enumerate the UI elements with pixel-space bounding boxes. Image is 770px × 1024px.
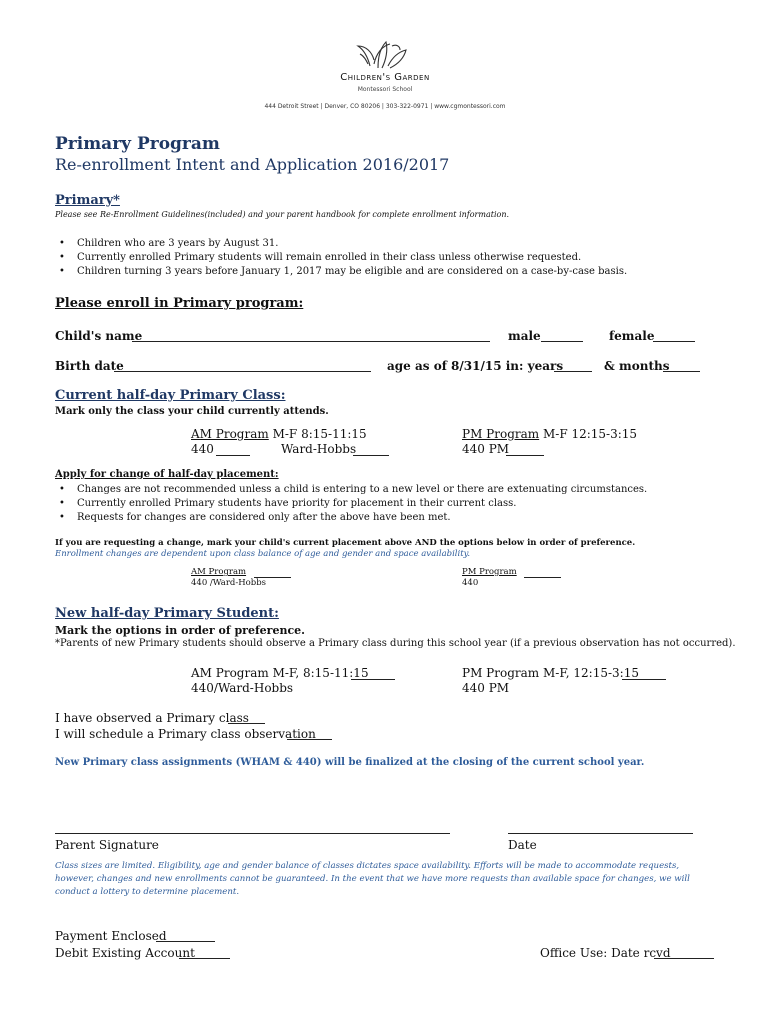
am-program-label: AM Program	[191, 427, 269, 441]
tree-logo-icon	[330, 36, 440, 76]
change-pm-label: PM Program	[462, 567, 517, 577]
months-label: & months	[604, 359, 670, 373]
list-item: • Currently enrolled Primary students have priority for placement in their current class.	[55, 497, 745, 511]
pm-program-label: PM Program	[462, 427, 540, 441]
change-request-note: If you are requesting a change, mark your child's current placement above AND the options below in order of preference.	[55, 538, 636, 548]
male-field[interactable]	[541, 341, 583, 342]
new-pm-field[interactable]	[622, 679, 666, 680]
finalized-note: New Primary class assignments (WHAM & 440) will be finalized at the closing of the current school year.	[55, 757, 645, 768]
pm-time: M-F 12:15-3:15	[539, 427, 638, 441]
debit-label: Debit Existing Account	[55, 946, 195, 960]
female-label: female	[609, 329, 655, 343]
debit-field[interactable]	[179, 958, 230, 959]
current-am-ward-field[interactable]	[353, 455, 389, 456]
months-field[interactable]	[663, 371, 700, 372]
primary-note: Please see Re-Enrollment Guidelines(included) and your parent handbook for complete enrollment information.	[55, 210, 510, 219]
parent-signature-line[interactable]	[55, 833, 450, 834]
enroll-heading: Please enroll in Primary program:	[55, 296, 304, 311]
childs-name-field[interactable]	[132, 341, 490, 342]
new-pm-option: PM Program M-F, 12:15-3:15	[462, 666, 639, 680]
change-pm-option	[462, 567, 517, 577]
new-student-note: *Parents of new Primary students should observe a Primary class during this school year (if a previous observation has not occurred).	[55, 638, 736, 649]
current-am-option	[191, 427, 367, 441]
childs-name-label: Child's name	[55, 329, 143, 343]
current-pm-option	[462, 427, 637, 441]
am-time: M-F 8:15-11:15	[268, 427, 367, 441]
schedule-field[interactable]	[287, 739, 332, 740]
school-name: Children's Garden	[340, 72, 430, 83]
list-item: • Currently enrolled Primary students will remain enrolled in their class unless otherwise requested.	[55, 251, 745, 265]
change-pm-options: 440	[462, 578, 479, 588]
new-student-heading: New half-day Primary Student:	[55, 606, 279, 621]
date-line[interactable]	[508, 833, 693, 834]
office-use-field[interactable]	[654, 958, 714, 959]
list-item: • Children turning 3 years before January 1, 2017 may be eligible and are considered on a case-by-case basis.	[55, 265, 745, 279]
disclaimer: Class sizes are limited. Eligibility, age and gender balance of classes dictates space availability. Efforts will be made to accommodate requests, however, changes and new enrollments cannot be guaranteed. In the event that we have more requests than available space for changes, we will conduct a lottery to determine placement.	[55, 861, 690, 897]
current-pm-440-field[interactable]	[506, 455, 544, 456]
current-instruction: Mark only the class your child currently attends.	[55, 406, 329, 417]
change-dependent-note: Enrollment changes are dependent upon class balance of age and gender and space availability.	[55, 549, 471, 559]
change-bullets	[55, 483, 745, 525]
school-logo	[330, 36, 440, 86]
new-student-instruction: Mark the options in order of preference.	[55, 624, 305, 637]
page-title: Primary Program	[55, 134, 220, 154]
age-label: age as of 8/31/15 in: years	[387, 359, 564, 373]
observed-label: I have observed a Primary class	[55, 711, 249, 725]
birth-date-label: Birth date	[55, 359, 124, 373]
payment-field[interactable]	[156, 941, 215, 942]
new-am-field[interactable]	[351, 679, 395, 680]
current-heading: Current half-day Primary Class:	[55, 388, 286, 403]
change-heading: Apply for change of half-day placement:	[55, 469, 279, 480]
page-subtitle: Re-enrollment Intent and Application 2016/2017	[55, 155, 450, 174]
payment-label: Payment Enclosed	[55, 929, 167, 943]
change-pm-field[interactable]	[524, 577, 561, 578]
date-label: Date	[508, 838, 537, 852]
office-use-label: Office Use: Date rcvd	[540, 946, 671, 960]
current-pm-440: 440 PM	[462, 442, 510, 456]
male-label: male	[508, 329, 541, 343]
list-item: • Requests for changes are considered only after the above have been met.	[55, 511, 745, 525]
change-am-label: AM Program	[191, 567, 247, 577]
change-am-options: 440 /Ward-Hobbs	[191, 578, 267, 588]
new-am-options: 440/Ward-Hobbs	[191, 681, 294, 695]
school-subname: Montessori School	[357, 86, 413, 93]
new-pm-options: 440 PM	[462, 681, 510, 695]
years-field[interactable]	[554, 371, 592, 372]
current-am-ward: Ward-Hobbs	[281, 442, 357, 456]
observed-field[interactable]	[228, 723, 265, 724]
new-am-option: AM Program M-F, 8:15-11:15	[191, 666, 369, 680]
change-am-option	[191, 567, 246, 577]
current-am-440-field[interactable]	[216, 455, 250, 456]
parent-signature-label: Parent Signature	[55, 838, 159, 852]
primary-heading: Primary*	[55, 193, 120, 208]
list-item: • Children who are 3 years by August 31.	[55, 237, 745, 251]
list-item: • Changes are not recommended unless a child is entering to a new level or there are extenuating circumstances.	[55, 483, 745, 497]
female-field[interactable]	[653, 341, 695, 342]
school-address: 444 Detroit Street | Denver, CO 80206 | 303-322-0971 | www.cgmontessori.com	[264, 103, 506, 110]
current-am-440: 440	[191, 442, 214, 456]
schedule-label: I will schedule a Primary class observation	[55, 727, 316, 741]
primary-bullets	[55, 237, 745, 279]
birth-date-field[interactable]	[114, 371, 371, 372]
